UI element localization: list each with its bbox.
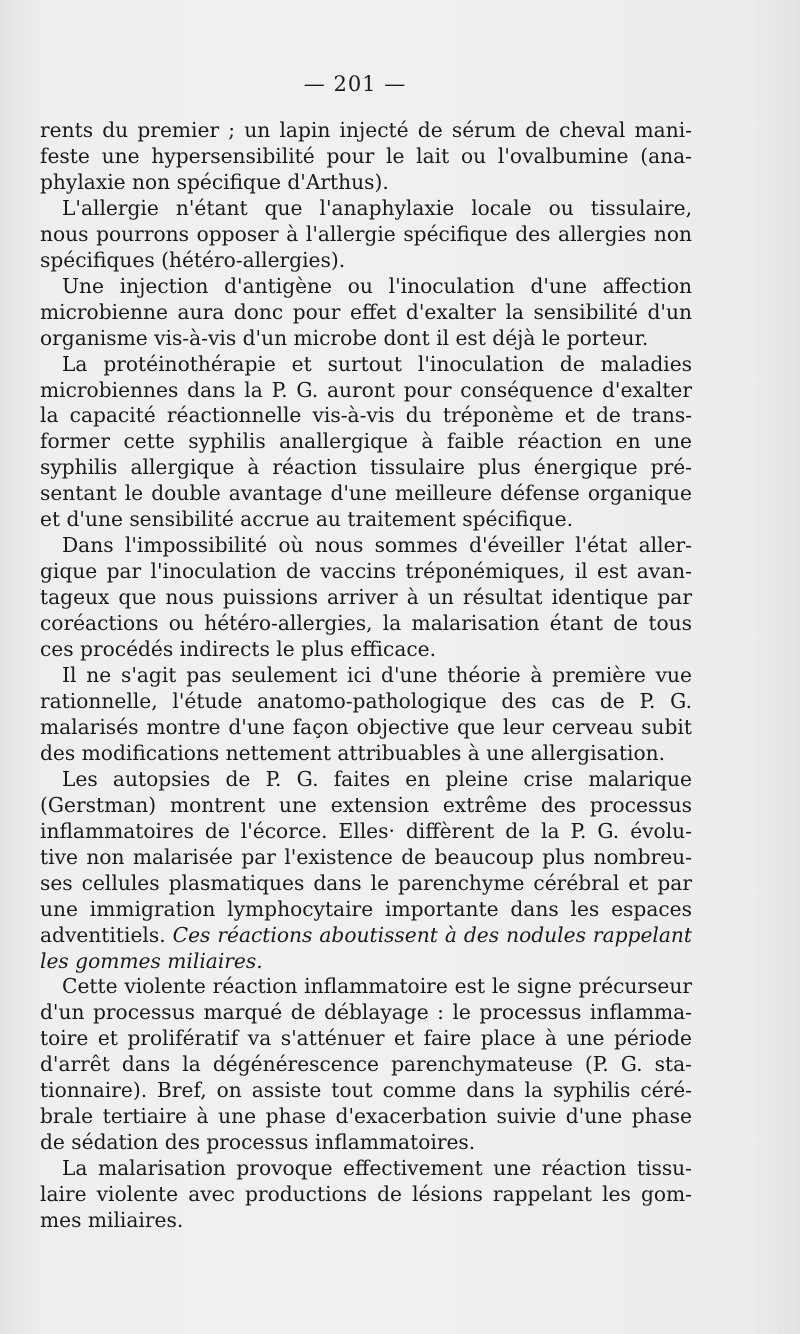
- text-line: [40, 1052, 692, 1078]
- text-line: [40, 767, 692, 793]
- text-line: [40, 300, 692, 326]
- text-line: [40, 118, 692, 144]
- text-run: mes miliaires.: [40, 1208, 184, 1233]
- text-run: adventitiels.: [40, 922, 173, 947]
- text-run: phylaxie non spécifique d'Arthus).: [40, 169, 389, 194]
- text-run: coréactions ou hétéro-allergies, la malarisation étant de tous: [40, 611, 692, 636]
- text-run: rents du premier ; un lapin injecté de sérum de cheval mani-: [40, 118, 692, 142]
- text-run: feste une hypersensibilité pour le lait ou l'ovalbumine (ana-: [40, 143, 692, 168]
- text-line: [40, 819, 692, 845]
- page-number: — 201 —: [303, 72, 407, 96]
- text-run: ses cellules plasmatiques dans le parenchyme cérébral et par: [40, 870, 692, 895]
- text-run: organisme vis-à-vis d'un microbe dont il est déjà le porteur.: [40, 325, 649, 350]
- text-run: ces procédés indirects le plus efficace.: [40, 637, 437, 662]
- text-line: [40, 923, 692, 949]
- text-run: microbienne aura donc pour effet d'exalter la sensibilité d'un: [40, 299, 692, 324]
- text-line: [40, 845, 692, 871]
- text-line: [40, 429, 692, 455]
- text-line: [40, 170, 692, 196]
- text-run: L'allergie n'étant que l'anaphylaxie locale ou tissulaire,: [62, 195, 692, 220]
- text-run: brale tertiaire à une phase d'exacerbation suivie d'une phase: [40, 1104, 692, 1129]
- text-line: [40, 793, 692, 819]
- text-line: [40, 378, 692, 404]
- text-line: [40, 585, 692, 611]
- text-line: [40, 455, 692, 481]
- text-line: [40, 533, 692, 559]
- text-run: Il ne s'agit pas seulement ici d'une théorie à première vue: [62, 663, 692, 688]
- text-line: [40, 689, 692, 715]
- text-run: laire violente avec productions de lésions rappelant les gom-: [40, 1182, 692, 1207]
- text-run: d'un processus marqué de déblayage : le processus inflamma-: [40, 1000, 692, 1025]
- text-line: [40, 897, 692, 923]
- body-text: [40, 118, 692, 1234]
- text-line: [40, 1182, 692, 1208]
- italic-text-run: Ces réactions aboutissent à des nodules rappelant: [172, 922, 693, 947]
- text-line: [40, 507, 692, 533]
- text-run: tive non malarisée par l'existence de beaucoup plus nombreu-: [40, 844, 692, 869]
- text-line: [40, 741, 692, 767]
- text-line: [40, 1130, 692, 1156]
- text-line: [40, 403, 692, 429]
- text-run: (Gerstman) montrent une extension extrême des processus: [40, 792, 692, 817]
- text-run: et d'une sensibilité accrue au traitement spécifique.: [40, 507, 574, 532]
- text-run: syphilis allergique à réaction tissulaire plus énergique pré-: [40, 455, 692, 480]
- text-line: [40, 1156, 692, 1182]
- text-line: [40, 637, 692, 663]
- text-line: [40, 352, 692, 378]
- text-run: rationnelle, l'étude anatomo-pathologique des cas de P. G.: [40, 688, 692, 713]
- text-line: [40, 715, 692, 741]
- text-run: gique par l'inoculation de vaccins tréponémiques, il est avan-: [40, 559, 692, 584]
- text-run: d'arrêt dans la dégénérescence parenchymateuse (P. G. sta-: [40, 1052, 692, 1077]
- italic-text-run: les gommes miliaires.: [40, 948, 263, 973]
- text-run: Une injection d'antigène ou l'inoculation d'une affection: [62, 273, 692, 298]
- text-run: tageux que nous puissions arriver à un résultat identique par: [40, 585, 692, 610]
- text-line: [40, 144, 692, 170]
- text-line: [40, 274, 692, 300]
- text-line: [40, 559, 692, 585]
- text-run: Les autopsies de P. G. faites en pleine crise malarique: [62, 766, 692, 791]
- text-line: [40, 196, 692, 222]
- text-line: [40, 611, 692, 637]
- text-run: Cette violente réaction inflammatoire est le signe précurseur: [62, 974, 692, 999]
- text-line: [40, 949, 692, 975]
- text-line: [40, 974, 692, 1000]
- text-line: [40, 871, 692, 897]
- text-run: la capacité réactionnelle vis-à-vis du tréponème et de trans-: [40, 403, 692, 428]
- text-line: [40, 248, 692, 274]
- text-run: nous pourrons opposer à l'allergie spécifique des allergies non: [40, 221, 692, 246]
- text-run: Dans l'impossibilité où nous sommes d'éveiller l'état aller-: [62, 533, 692, 558]
- text-line: [40, 1104, 692, 1130]
- text-line: [40, 1000, 692, 1026]
- text-run: former cette syphilis anallergique à faible réaction en une: [40, 429, 692, 454]
- text-line: [40, 663, 692, 689]
- text-run: malarisés montre d'une façon objective que leur cerveau subit: [40, 714, 692, 739]
- text-run: microbiennes dans la P. G. auront pour conséquence d'exalter: [40, 377, 692, 402]
- text-line: [40, 1208, 692, 1234]
- text-run: spécifiques (hétéro-allergies).: [40, 247, 346, 272]
- text-run: La malarisation provoque effectivement une réaction tissu-: [62, 1156, 692, 1181]
- text-run: toire et prolifératif va s'atténuer et faire place à une période: [40, 1026, 692, 1051]
- text-line: [40, 1078, 692, 1104]
- text-run: des modifications nettement attribuables à une allergisation.: [40, 740, 666, 765]
- text-run: de sédation des processus inflammatoires.: [40, 1130, 476, 1155]
- text-run: tionnaire). Bref, on assiste tout comme dans la syphilis céré-: [40, 1078, 692, 1103]
- text-run: inflammatoires de l'écorce. Elles· diffèrent de la P. G. évolu-: [40, 818, 692, 843]
- text-run: sentant le double avantage d'une meilleure défense organique: [40, 481, 692, 506]
- text-run: une immigration lymphocytaire importante dans les espaces: [40, 896, 692, 921]
- text-line: [40, 222, 692, 248]
- text-line: [40, 326, 692, 352]
- text-run: La protéinothérapie et surtout l'inoculation de maladies: [62, 351, 692, 376]
- text-line: [40, 1026, 692, 1052]
- text-line: [40, 481, 692, 507]
